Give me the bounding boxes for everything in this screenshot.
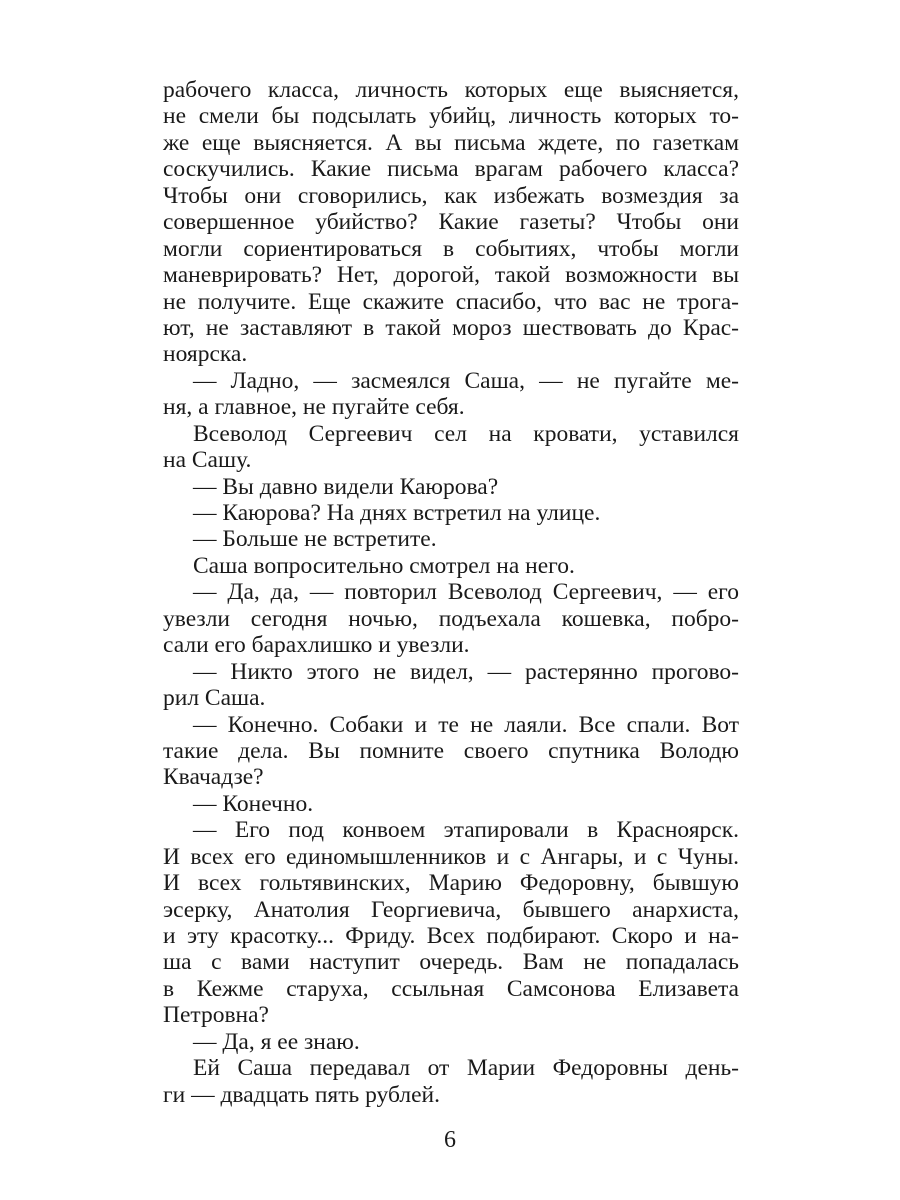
text-line: на Сашу.	[163, 447, 252, 474]
text-line: — Ладно, — засмеялся Саша, — не пугайте ме-	[193, 367, 739, 394]
text-line: И всех гольтявинских, Марию Федоровну, бывшую	[163, 870, 739, 897]
text-line: — Каюрова? На днях встретил на улице.	[193, 500, 601, 526]
text-line: — Вы давно видели Каюрова?	[193, 473, 499, 500]
text-line: же еще выясняется. А вы письма ждете, по газеткам	[163, 129, 739, 156]
text-line: соскучились. Какие письма врагам рабочего класса?	[163, 156, 739, 183]
text-line: Саша вопросительно смотрел на него.	[193, 552, 575, 579]
text-line: маневрировать? Нет, дорогой, такой возможности вы	[163, 262, 739, 289]
text-line: ноярска.	[163, 341, 248, 368]
text-line: рабочего класса, личность которых еще выясняется,	[163, 77, 739, 103]
text-line: — Никто этого не видел, — растерянно прогово-	[193, 658, 739, 685]
text-line: Петровна?	[163, 1002, 269, 1029]
text-line: не получите. Еще скажите спасибо, что вас не трога-	[163, 288, 739, 315]
text-line: ют, не заставляют в такой мороз шествовать до Крас-	[163, 314, 739, 341]
text-line: сали его барахлишко и увезли.	[163, 632, 470, 659]
text-line: увезли сегодня ночью, подъехала кошевка, побро-	[163, 605, 739, 632]
text-line: и эту красотку... Фриду. Всех подбирают. Скоро и на-	[163, 923, 739, 949]
text-line: Квачадзе?	[163, 764, 264, 791]
text-line: — Конечно.	[193, 790, 314, 817]
text-line: эсерку, Анатолия Георгиевича, бывшего анархиста,	[163, 896, 739, 923]
text-line: И всех его единомышленников и с Ангары, и с Чуны.	[163, 843, 739, 870]
text-line: в Кежме старуха, ссыльная Самсонова Елизавета	[163, 975, 739, 1002]
text-line: — Да, я ее знаю.	[193, 1028, 360, 1055]
text-line: ня, а главное, не пугайте себя.	[163, 394, 465, 421]
text-line: не смели бы подсылать убийц, личность которых то-	[163, 103, 739, 130]
text-line: Чтобы они сговорились, как избежать возмездия за	[163, 182, 739, 209]
text-line: — Конечно. Собаки и те не лаяли. Все спали. Вот	[193, 711, 739, 738]
text-line: рил Саша.	[163, 685, 266, 712]
text-line: ги — двадцать пять рублей.	[163, 1081, 440, 1108]
page-number: 6	[444, 1127, 456, 1153]
text-line: — Да, да, — повторил Всеволод Сергеевич, — его	[193, 579, 739, 606]
text-line: такие дела. Вы помните своего спутника Володю	[163, 737, 739, 764]
text-line: могли сориентироваться в событиях, чтобы могли	[163, 235, 739, 262]
text-line: — Его под конвоем этапировали в Красноярск.	[193, 817, 739, 844]
text-line: Ей Саша передавал от Марии Федоровны день-	[193, 1055, 739, 1082]
text-line: — Больше не встретите.	[193, 526, 437, 553]
text-line: ша с вами наступит очередь. Вам не попадалась	[163, 949, 739, 976]
book-page-text	[163, 77, 739, 1108]
text-line: совершенное убийство? Какие газеты? Чтобы они	[163, 209, 739, 236]
text-line: Всеволод Сергеевич сел на кровати, уставился	[193, 420, 739, 447]
